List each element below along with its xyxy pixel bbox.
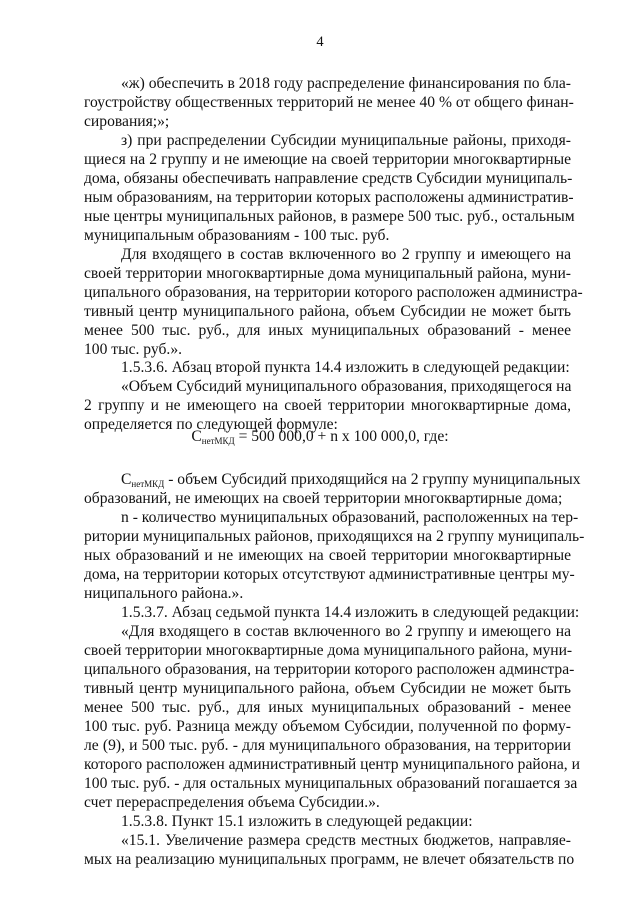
definition-subscript: нетМКД	[131, 479, 165, 489]
text-line: дома, обязаны обеспечивать направление средств Субсидии муниципаль-	[84, 170, 573, 187]
text-line: 1.5.3.6. Абзац второй пункта 14.4 изложить в следующей редакции:	[121, 359, 570, 376]
text-line: мых на реализацию муниципальных программ, не влечет обязательств по	[84, 851, 575, 868]
text-line: тивный центр муниципального района, объем Субсидии не может быть	[84, 680, 571, 697]
definition-line	[121, 470, 581, 489]
text-line: своей территории многоквартирные дома муниципального района, муни-	[84, 642, 573, 659]
text-line: 2 группу и не имеющего на своей территории многоквартирные дома,	[84, 397, 571, 414]
text-line: ные центры муниципальных районов, в размере 500 тыс. руб., остальным	[84, 208, 575, 225]
text-line: образований, не имеющих на своей территории многоквартирные дома;	[84, 490, 563, 507]
text-line: счет перераспределения объема Субсидии.».	[84, 794, 380, 811]
text-line: ципального образования, на территории которого расположен администра-	[84, 284, 583, 301]
text-line: определяется по следующей формуле:	[84, 416, 338, 433]
formula-expression: = 500 000,0 + n x 100 000,0, где:	[234, 428, 449, 445]
definition-symbol: С	[121, 471, 132, 488]
text-line: ле (9), и 500 тыс. руб. - для муниципального образования, на территории	[84, 737, 571, 754]
text-line: 100 тыс. руб. Разница между объемом Субсидии, полученной по форму-	[84, 718, 571, 735]
text-line: сирования;»;	[84, 113, 170, 130]
text-line: Для входящего в состав включенного во 2 группу и имеющего на	[121, 246, 571, 263]
text-line: которого расположен административный центр муниципального района, и	[84, 756, 580, 773]
text-line: ципального образования, на территории которого расположен админстра-	[84, 661, 575, 678]
text-line: 1.5.3.7. Абзац седьмой пункта 14.4 изложить в следующей редакции:	[121, 604, 580, 621]
text-line: 100 тыс. руб. - для остальных муниципальных образований погашается за	[84, 775, 578, 792]
text-line: щиеся на 2 группу и не имеющие на своей территории многоквартирные	[84, 151, 571, 168]
text-line: ниципального района.».	[84, 585, 244, 602]
formula-symbol: С	[191, 428, 202, 445]
text-line: своей территории многоквартирные дома муниципальный района, муни-	[84, 265, 571, 282]
text-line: ным образованиям, на территории которых расположены административ-	[84, 189, 574, 206]
text-line: з) при распределении Субсидии муниципальные районы, приходя-	[121, 132, 571, 149]
formula-subscript: нетМКД	[201, 436, 235, 446]
text-line: менее 500 тыс. руб., для иных муниципальных образований - менее	[84, 699, 571, 716]
page-number: 4	[316, 34, 324, 50]
text-line: 1.5.3.8. Пункт 15.1 изложить в следующей редакции:	[121, 813, 473, 830]
text-line: ритории муниципальных районов, приходящихся на 2 группу муниципаль-	[84, 528, 585, 545]
text-line: «15.1. Увеличение размера средств местных бюджетов, направляе-	[121, 832, 571, 849]
text-line: «Для входящего в состав включенного во 2 группу и имеющего на	[121, 623, 571, 640]
text-line: ных образований и не имеющих на своей территории многоквартирные	[84, 547, 571, 564]
text-line: дома, на территории которых отсутствуют административные центры му-	[84, 566, 575, 583]
text-line: 100 тыс. руб.».	[84, 341, 183, 358]
text-line: муниципальным образованиям - 100 тыс. руб.	[84, 227, 390, 244]
text-line: менее 500 тыс. руб., для иных муниципальных образований - менее	[84, 322, 571, 339]
text-line: «ж) обеспечить в 2018 году распределение финансирования по бла-	[121, 75, 571, 92]
definition-text: - объем Субсидий приходящийся на 2 группу муниципальных	[164, 471, 581, 488]
text-line: тивный центр муниципального района, объем Субсидии не может быть	[84, 303, 571, 320]
text-line: гоустройству общественных территорий не менее 40 % от общего финан-	[84, 94, 574, 111]
formula	[0, 427, 640, 451]
text-line: n - количество муниципальных образований, расположенных на тер-	[121, 509, 579, 526]
text-line: «Объем Субсидий муниципального образования, приходящегося на	[121, 378, 572, 395]
